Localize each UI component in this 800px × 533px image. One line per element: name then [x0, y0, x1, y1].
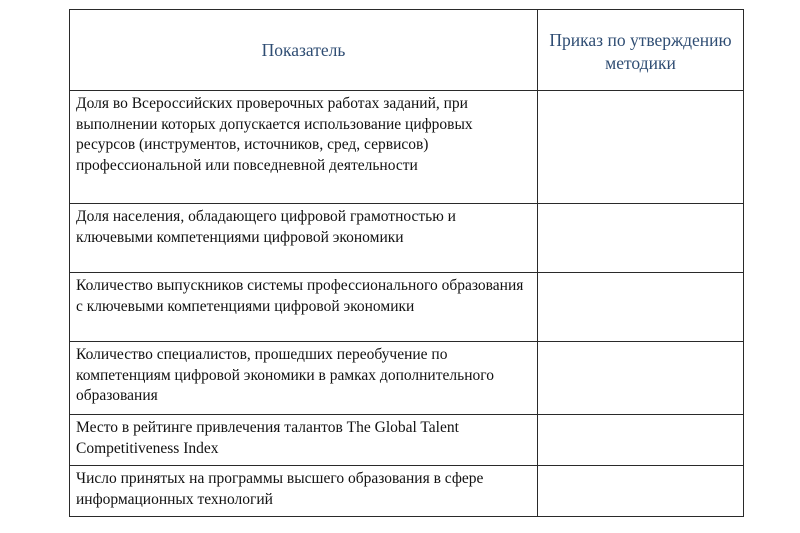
table-row — [70, 204, 744, 273]
header-order: Приказ по утверждению методики — [538, 10, 744, 91]
indicators-table — [69, 9, 744, 517]
order-cell — [538, 342, 744, 415]
table-row — [70, 91, 744, 204]
order-cell — [538, 91, 744, 204]
order-cell — [538, 204, 744, 273]
order-cell — [538, 415, 744, 466]
indicator-cell: Доля населения, обладающего цифровой грамотностью и ключевыми компетенциями цифровой экономики — [70, 204, 538, 273]
table-row — [70, 342, 744, 415]
table-row — [70, 415, 744, 466]
indicator-cell: Количество специалистов, прошедших переобучение по компетенциям цифровой экономики в рамках дополнительного образования — [70, 342, 538, 415]
order-cell — [538, 466, 744, 517]
indicator-cell: Доля во Всероссийских проверочных работах заданий, при выполнении которых допускается использование цифровых ресурсов (инструментов, источников, сред, сервисов) профессиональной или повседневной деятельности — [70, 91, 538, 204]
indicators-table-container — [69, 9, 743, 517]
table-row — [70, 466, 744, 517]
table-header-row — [70, 10, 744, 91]
indicator-cell: Число принятых на программы высшего образования в сфере информационных технологий — [70, 466, 538, 517]
table-row — [70, 273, 744, 342]
indicator-cell: Количество выпускников системы профессионального образования с ключевыми компетенциями цифровой экономики — [70, 273, 538, 342]
header-indicator: Показатель — [70, 10, 538, 91]
order-cell — [538, 273, 744, 342]
indicator-cell: Место в рейтинге привлечения талантов The Global Talent Competitiveness Index — [70, 415, 538, 466]
